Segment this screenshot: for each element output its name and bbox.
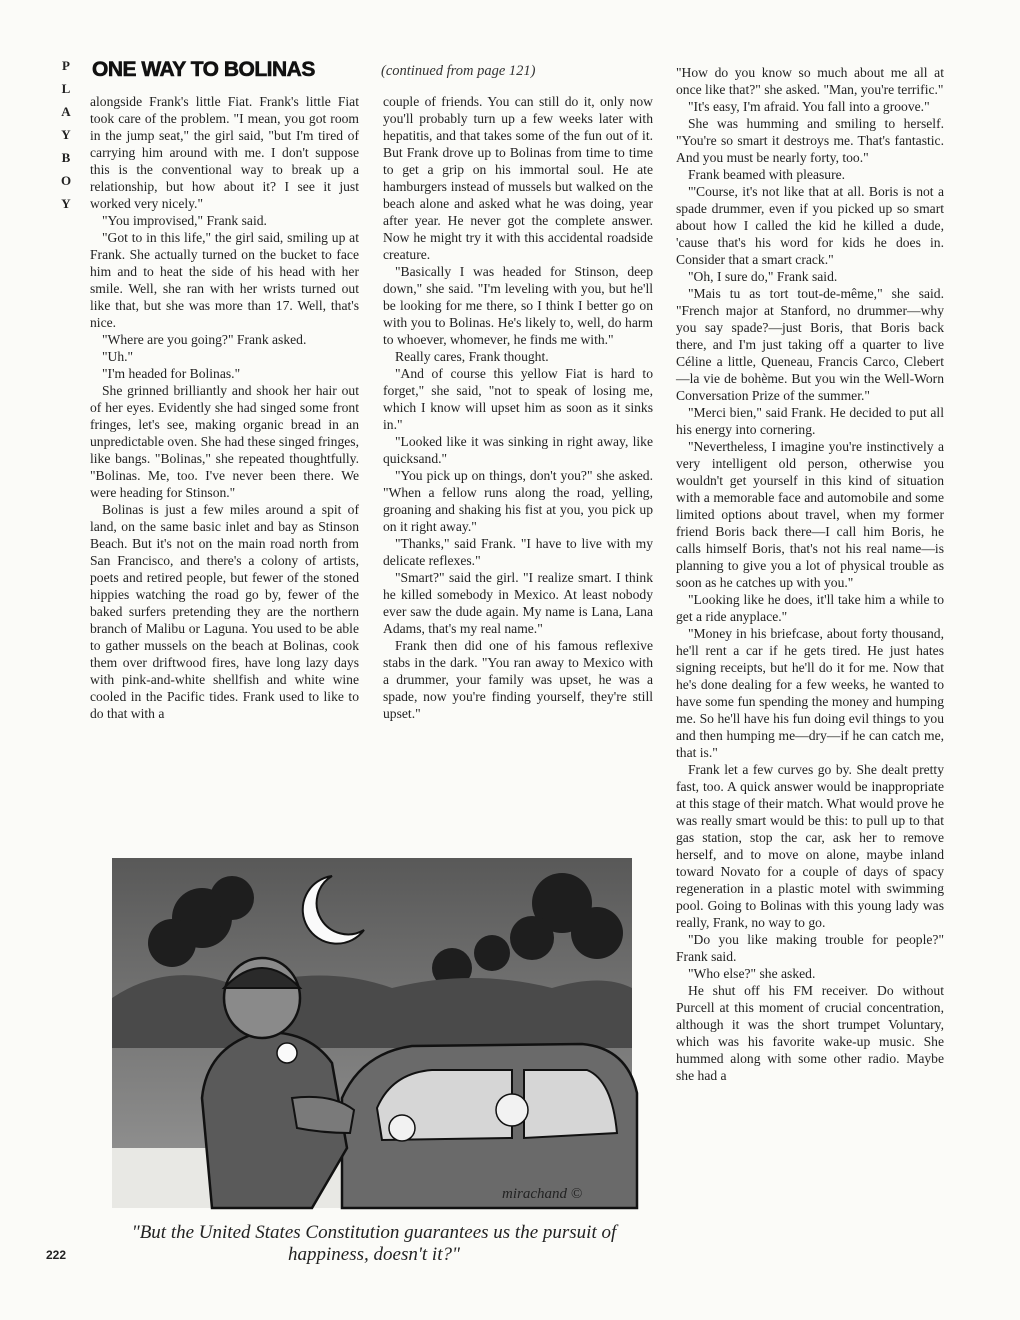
- artist-signature: mirachand ©: [502, 1186, 583, 1202]
- paragraph: "Uh.": [102, 349, 134, 364]
- magazine-name-letter: L: [61, 81, 71, 96]
- paragraph: "Smart?" said the girl. "I realize smart. I think he killed somebody in Mexico. At least nobody ever saw the dude again. My name is Lana, Lana Adams, that's my real name.": [383, 570, 653, 636]
- magazine-name-letter: Y: [61, 196, 71, 211]
- magazine-name-letter: O: [60, 173, 72, 188]
- text-column-1: [90, 93, 359, 722]
- paragraph: alongside Frank's little Fiat. Frank's little Fiat took care of the problem. "I mean, you got room in the jump seat," the girl said, "but I'm tired of carrying him around with me. I don't suppose this is the conventional way to break up a relationship, but how about it? I see it just worked very nicely.": [90, 94, 359, 211]
- passenger-head: [389, 1115, 415, 1141]
- paragraph: Bolinas is just a few miles around a spit of land, on the same basic inlet and bay as Stinson Beach. But it's not on the main road north from San Francisco, and there's a colony of artists, poets and retired people, but fewer of the stoned hippies watching the road go by, fewer of the baked surfers pretending they are the northern branch of Malibu or Laguna. You used to be able to gather mussels on the beach at Bolinas, cook them over driftwood fires, have long lazy days with pink-and-white shellfish and white wine cooled in the Pacific tides. Frank used to like to do that with a: [90, 502, 359, 721]
- paragraph: She grinned brilliantly and shook her hair out of her eyes. Evidently she had singed some front fringes, let's see, making organic bread in an unpredictable oven. She had these singed fringes, like bangs. "Bolinas," she repeated thoughtfully. "Bolinas. Me, too. I've never been there. We were heading for Stinson.": [90, 383, 359, 500]
- paragraph: "I'm headed for Bolinas.": [102, 366, 241, 381]
- paragraph: "You pick up on things, don't you?" she asked. "When a fellow runs along the road, yelling, groaning and shaking his fist at you, you pick up on it right away.": [383, 468, 653, 534]
- cartoon-caption: "But the United States Constitution guarantees us the pursuit of happiness, doesn't it?": [131, 1222, 617, 1265]
- paragraph: "Looked like it was sinking in right away, like quicksand.": [383, 434, 653, 466]
- paragraph: "You improvised," Frank said.: [102, 213, 267, 228]
- paragraph: "Looking like he does, it'll take him a while to get a ride anyplace.": [676, 592, 944, 624]
- text-column-2: [383, 93, 653, 722]
- paragraph: "Thanks," said Frank. "I have to live with my delicate reflexes.": [383, 536, 653, 568]
- paragraph: "Mais tu as tort tout-de-même," she said. "French major at Stanford, no drummer—why you say spade?—just Boris, that Boris back there, and I'm just taking off a quarter to live Céline a little, Queneau, Francis Carco, Clebert—la vie de bohème. But you win the Well-Worn Conversation Prize of the summer.": [676, 286, 944, 403]
- paragraph: "Basically I was headed for Stinson, deep down," she said. "I'm leveling with you, but he'll be looking for me there, so I think I better go on with you to Bolinas. He's likely to, well, do harm to whoever, whomever, he finds me with.": [383, 264, 653, 347]
- article-title: ONE WAY TO BOLINAS: [92, 58, 315, 81]
- magazine-name-letter: A: [61, 104, 71, 119]
- paragraph: couple of friends. You can still do it, only now you'll probably turn up a few weeks later with hepatitis, and that takes some of the fun out of it. But Frank drove up to Bolinas from time to time to get a grip on his immortal soul. He ate hamburgers instead of mussels but walked on the beach alone and asked what he was doing, year after year. He never got the complete answer. Now he might try it with this accidental roadside creature.: [383, 94, 653, 262]
- paragraph: Frank beamed with pleasure.: [688, 167, 846, 182]
- paragraph: He shut off his FM receiver. Do without Purcell at this moment of crucial concentration, although it was the short trumpet Voluntary, which was his favorite wake-up music. She hummed along with some other radio. Maybe she had a: [676, 983, 944, 1083]
- paragraph: "Do you like making trouble for people?" Frank said.: [676, 932, 944, 964]
- cartoon-illustration: [92, 848, 652, 1218]
- paragraph: "Where are you going?" Frank asked.: [102, 332, 307, 347]
- paragraph: "Oh, I sure do," Frank said.: [688, 269, 838, 284]
- passenger-head: [496, 1094, 528, 1126]
- paragraph: She was humming and smiling to herself. "You're so smart it destroys me. That's fantastic. And you must be nearly forty, too.": [676, 116, 944, 165]
- text-column-3: [676, 64, 944, 1084]
- paragraph: "Money in his briefcase, about forty thousand, he'll rent a car if he gets tired. He just hates signing receipts, but he'll do it for me. Now that he's done dealing for a few weeks, he wanted to have some fun spending the money and humping me. So he'll have his fun doing evil things to you and then humping me—dry—if he can catch me, that is.": [676, 626, 944, 760]
- page-number: 222: [46, 1248, 67, 1262]
- continued-note: (continued from page 121): [381, 63, 536, 79]
- cartoon-drawing: [92, 848, 652, 1218]
- paragraph: "And of course this yellow Fiat is hard to forget," she said, "not to speak of losing me, which I know will upset him as soon as it sinks in.": [383, 366, 653, 432]
- magazine-name-letter: P: [62, 58, 70, 73]
- magazine-name-letter: B: [61, 150, 71, 165]
- paragraph: Frank then did one of his famous reflexive stabs in the dark. "You ran away to Mexico with a drummer, your family was upset, he was a spade, now you're finding yourself, they're still upset.": [383, 638, 653, 721]
- paragraph: "Who else?" she asked.: [688, 966, 816, 981]
- paragraph: "It's easy, I'm afraid. You fall into a groove.": [688, 99, 930, 114]
- paragraph: Frank let a few curves go by. She dealt pretty fast, too. A quick answer would be inappropriate at this stage of their match. What would prove he was really smart would be this: to pull up to that gas station, stop the car, ask her to remove herself, and to move on alone, maybe inland toward Novato for a couple of days of spacy regeneration in a plastic motel with swimming pool. Going to Bolinas with this young lady was really, Frank, no way to go.: [676, 762, 944, 930]
- magazine-name-vertical: [56, 54, 76, 215]
- badge-icon: [277, 1043, 297, 1063]
- paragraph: "Nevertheless, I imagine you're instinctively a very intelligent old person, otherwise you wouldn't get yourself in this kind of situation with a memorable face and automobile and some limited options about travel, when my former friend Boris back there—I call him Boris, he calls himself Boris, that's not his real name—is planning to give you a lot of physical trouble as soon as he catches up with you.": [676, 439, 944, 590]
- paragraph: Really cares, Frank thought.: [395, 349, 549, 364]
- paragraph: "How do you know so much about me all at once like that?" she asked. "Man, you're terrific.": [676, 65, 944, 97]
- magazine-name-letter: Y: [61, 127, 71, 142]
- paragraph: "'Course, it's not like that at all. Boris is not a spade drummer, even if you picked up so smart about how I called the kid he killed a dude, 'cause that's his word for kids he does in. Consider that a smart crack.": [676, 184, 944, 267]
- paragraph: "Got to in this life," the girl said, smiling up at Frank. She actually turned on the bucket to face him and to heat the side of his head with her smile. Well, she ran with her wrists turned out like that, but she was more than 17. Well, that's nice.: [90, 230, 359, 330]
- paragraph: "Merci bien," said Frank. He decided to put all his energy into cornering.: [676, 405, 944, 437]
